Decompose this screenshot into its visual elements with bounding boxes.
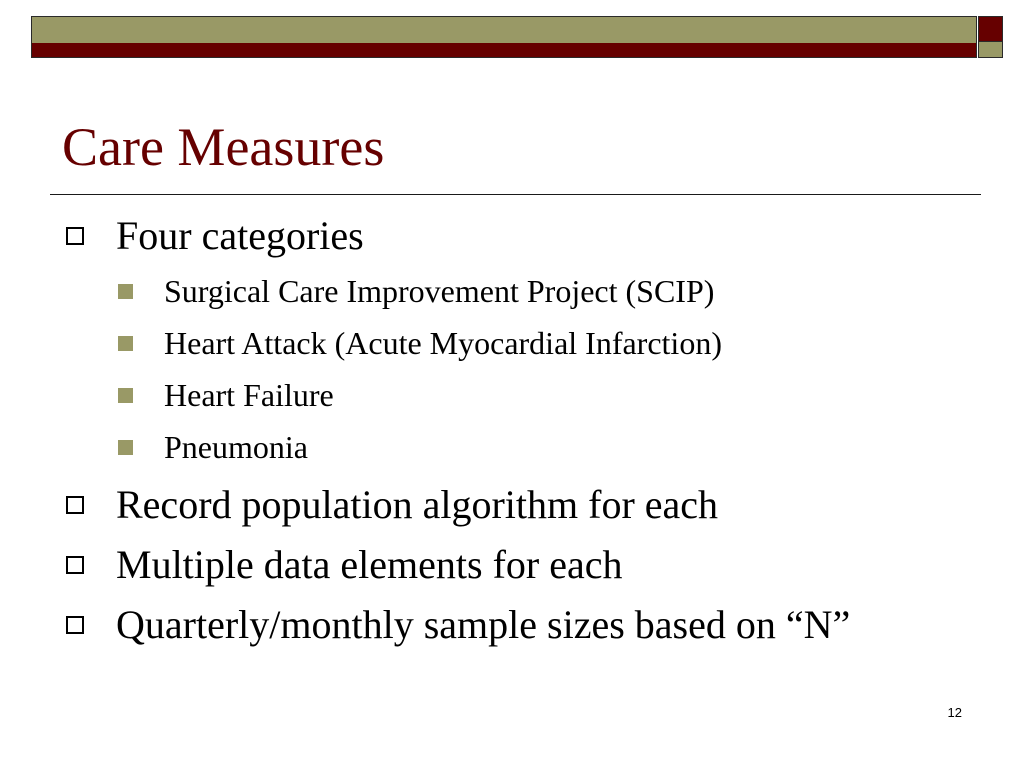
slide-title: Care Measures <box>62 117 385 177</box>
filled-square-bullet-icon <box>118 284 133 299</box>
filled-square-bullet-icon <box>118 388 133 403</box>
hollow-square-bullet-icon <box>66 496 84 514</box>
bullet-text: Record population algorithm for each <box>116 482 719 527</box>
sub-bullet-text: Heart Attack (Acute Myocardial Infarction) <box>164 325 722 361</box>
header-olive-stripe <box>32 17 976 43</box>
header-maroon-stripe <box>32 43 976 57</box>
header-decorative-bar <box>31 16 977 58</box>
filled-square-bullet-icon <box>118 440 133 455</box>
corner-olive-square <box>978 41 1003 58</box>
page-number: 12 <box>947 705 962 720</box>
sub-bullet-text: Surgical Care Improvement Project (SCIP) <box>164 273 715 309</box>
bullet-text: Four categories <box>116 213 364 258</box>
hollow-square-bullet-icon <box>66 227 84 245</box>
sub-bullet-text: Heart Failure <box>164 377 334 413</box>
sub-bullet-text: Pneumonia <box>164 429 308 465</box>
hollow-square-bullet-icon <box>66 616 84 634</box>
corner-maroon-square <box>978 16 1003 42</box>
filled-square-bullet-icon <box>118 336 133 351</box>
bullet-text: Multiple data elements for each <box>116 542 623 587</box>
title-divider <box>50 194 981 195</box>
hollow-square-bullet-icon <box>66 556 84 574</box>
bullet-text: Quarterly/monthly sample sizes based on “N” <box>116 602 851 647</box>
